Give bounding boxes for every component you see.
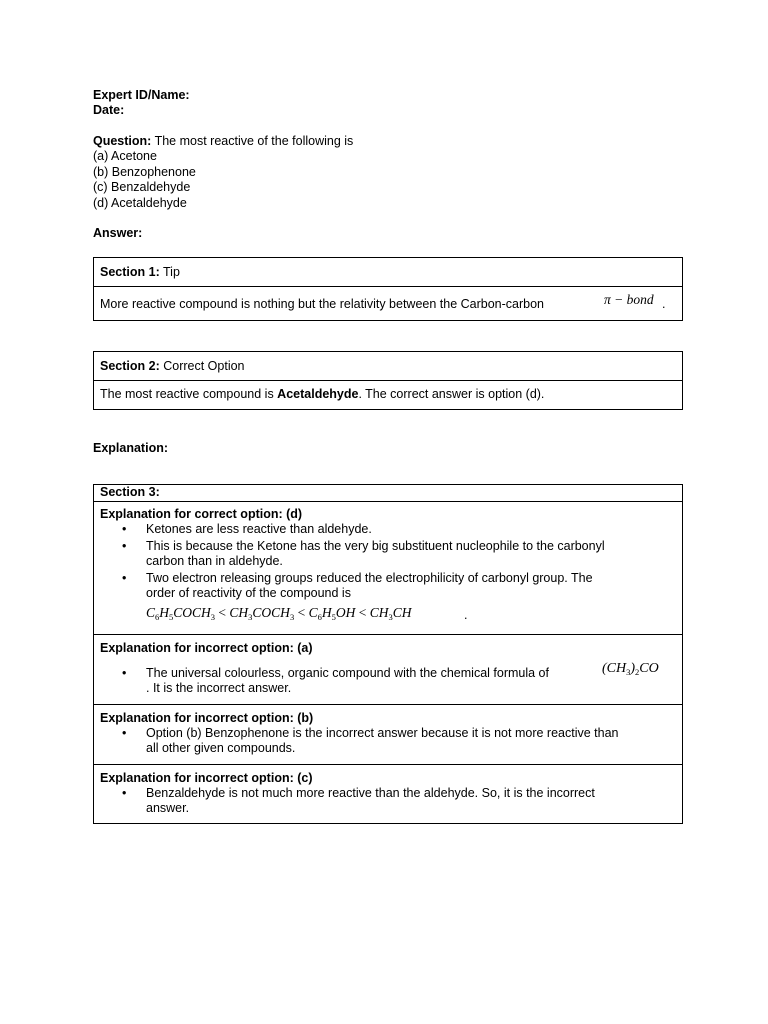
correct-option-heading: Explanation for correct option: (d) <box>100 507 303 521</box>
incorrect-a-text: The universal colourless, organic compound with the chemical formula of <box>146 666 549 680</box>
list-item: • Two electron releasing groups reduced the electrophilicity of carbonyl group. The order of reactivity of the compound is <box>100 571 620 601</box>
answer-label: Answer: <box>93 226 143 240</box>
section-3-box <box>93 484 683 824</box>
incorrect-c-heading: Explanation for incorrect option: (c) <box>100 771 313 785</box>
list-item: • Ketones are less reactive than aldehyde. <box>100 522 620 537</box>
section-1-header <box>94 258 682 287</box>
pi-bond-formula: π − bond <box>604 292 654 307</box>
section-1-box <box>93 257 683 321</box>
section-2-subtitle: Correct Option <box>159 359 245 373</box>
date-label: Date: <box>93 103 125 117</box>
section-2-header <box>94 352 682 381</box>
incorrect-b-list <box>100 726 620 756</box>
expert-id-label: Expert ID/Name: <box>93 88 190 102</box>
section-3-title: Section 3: <box>100 485 160 499</box>
section-2-box <box>93 351 683 410</box>
list-item: • Benzaldehyde is not much more reactive than the aldehyde. So, it is the incorrect answer. <box>100 786 620 816</box>
incorrect-c-list <box>100 786 620 816</box>
list-item: • Option (b) Benzophenone is the incorrect answer because it is not more reactive than all other given compounds. <box>100 726 620 756</box>
incorrect-a-list <box>100 666 676 696</box>
incorrect-c-block <box>94 765 682 823</box>
incorrect-a-heading: Explanation for incorrect option: (a) <box>100 641 313 655</box>
section-2-text-post: . The correct answer is option (d). <box>358 387 545 401</box>
option-a: (a) Acetone <box>93 149 157 163</box>
section-3-header <box>94 485 682 502</box>
correct-option-list <box>100 522 620 601</box>
incorrect-a-text-end: . It is the incorrect answer. <box>146 681 292 695</box>
section-1-title: Section 1: <box>100 265 160 279</box>
question-text: The most reactive of the following is <box>151 134 354 148</box>
incorrect-b-heading: Explanation for incorrect option: (b) <box>100 711 314 725</box>
question-label: Question: <box>93 134 152 148</box>
section-2-text-pre: The most reactive compound is <box>100 387 278 401</box>
list-item: • This is because the Ketone has the very big substituent nucleophile to the carbonyl carbon than in aldehyde. <box>100 539 620 569</box>
question-line <box>93 134 353 149</box>
reactivity-order-formula <box>146 603 476 623</box>
formula-period: . <box>464 608 468 622</box>
svg-text:(CH3)2CO: $(CH_3)_2CO$ <box>602 661 659 677</box>
incorrect-b-block <box>94 705 682 765</box>
explanation-label: Explanation: <box>93 441 169 455</box>
section-2-title: Section 2: <box>100 359 160 373</box>
option-c: (c) Benzaldehyde <box>93 180 191 194</box>
option-b: (b) Benzophenone <box>93 165 196 179</box>
svg-text:C6H5COCH3 < CH3COCH3 < C6H5OH: $C_6H_5COCH_3$ < $CH_3COCH_3 < C_6H_5OH < CH_3CH$ <box>146 605 412 622</box>
section-1-period: . <box>662 297 666 311</box>
correct-option-block <box>94 502 682 635</box>
section-2-answer: Acetaldehyde <box>277 387 359 401</box>
acetone-formula <box>602 657 682 679</box>
section-1-subtitle: Tip <box>159 265 180 279</box>
section-1-text: More reactive compound is nothing but the relativity between the Carbon-carbon <box>100 297 545 311</box>
option-d: (d) Acetaldehyde <box>93 196 187 210</box>
section-2-body <box>94 381 682 409</box>
list-item <box>100 666 676 696</box>
section-1-body <box>94 287 682 320</box>
incorrect-a-block <box>94 635 682 705</box>
